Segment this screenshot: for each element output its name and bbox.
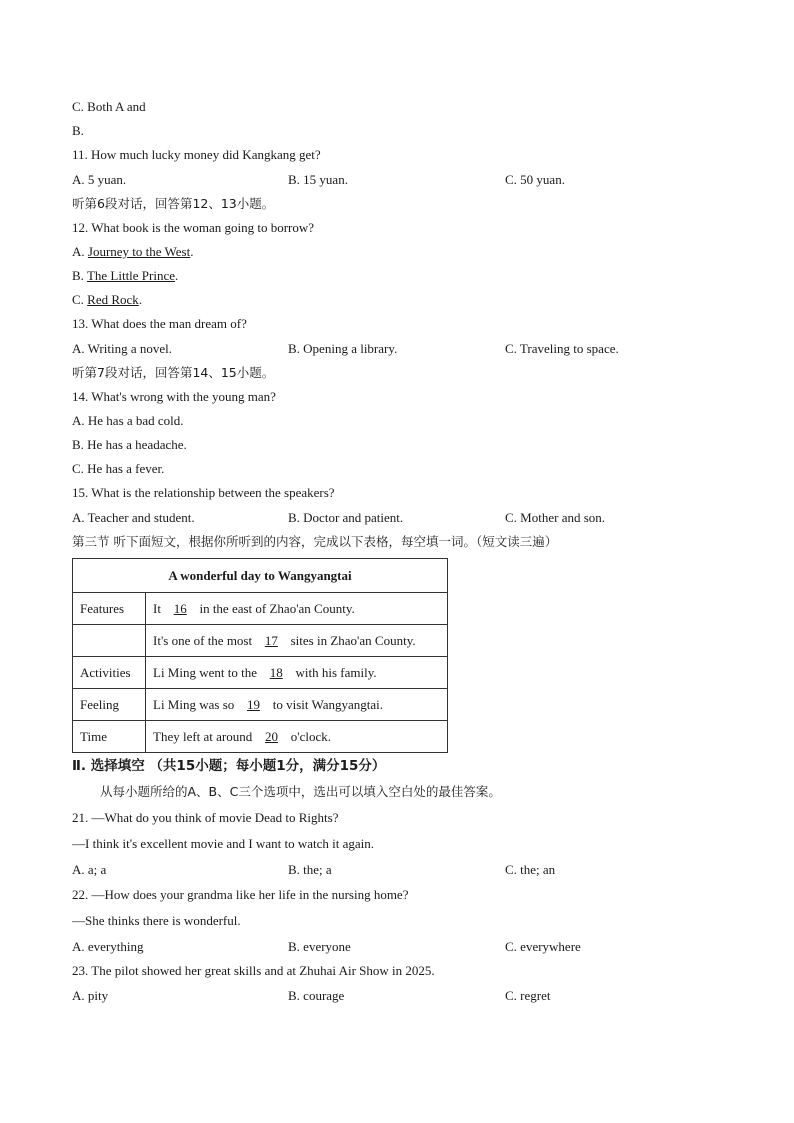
option-a: A. pity (72, 988, 109, 1003)
table-row (73, 625, 448, 657)
option-a: A. a; a (72, 862, 107, 877)
table-row (73, 721, 448, 753)
question-11-options (72, 167, 732, 192)
option-c: C. Traveling to space. (505, 341, 619, 356)
row-content (146, 721, 448, 753)
row-label: Features (73, 593, 146, 625)
question-21-line1: 21. —What do you think of movie Dead to Rights? (72, 810, 339, 825)
question-13-options (72, 336, 732, 361)
book-title: The Little Prince (86, 268, 176, 283)
question-21-line2: —I think it's excellent movie and I want to watch it again. (72, 836, 374, 851)
option-b: B. everyone (288, 939, 351, 954)
row-text: They left at around (153, 728, 256, 744)
question-23: 23. The pilot showed her great skills and at Zhuhai Air Show in 2025. (72, 963, 435, 978)
answer-blank: 16 (173, 600, 187, 616)
question-15: 15. What is the relationship between the speakers? (72, 485, 335, 500)
answer-blank: 18 (269, 664, 283, 680)
table-title: A wonderful day to Wangyangtai (73, 559, 448, 593)
question-11: 11. How much lucky money did Kangkang get? (72, 147, 321, 162)
option-a: A. 5 yuan. (72, 172, 127, 187)
option-prefix: A. (72, 244, 88, 259)
question-12-option-c (72, 288, 732, 312)
question-15-options (72, 505, 732, 530)
fill-in-table (72, 558, 448, 753)
part-2-instruction: 从每小题所给的A、B、C三个选项中，选出可以填入空白处的最佳答案。 (100, 784, 501, 799)
table-row (73, 593, 448, 625)
table-row (73, 657, 448, 689)
book-title: Red Rock (87, 292, 139, 307)
section-7-instruction: 听第7段对话，回答第14、15小题。 (72, 365, 275, 380)
question-23-options (72, 983, 732, 1008)
row-text: sites in Zhao'an County. (287, 632, 416, 648)
part-2-heading: Ⅱ. 选择填空 （共15小题；每小题1分，满分15分） (72, 758, 386, 774)
exam-page (72, 95, 732, 1008)
book-title: Journey to the West (87, 244, 191, 259)
question-22-line2: —She thinks there is wonderful. (72, 913, 241, 928)
option-prefix: B. (72, 268, 87, 283)
question-14-option-a: A. He has a bad cold. (72, 413, 184, 428)
table-row (73, 689, 448, 721)
question-12: 12. What book is the woman going to borrow? (72, 220, 315, 235)
row-text: o'clock. (287, 728, 332, 744)
row-text: in the east of Zhao'an County. (196, 600, 355, 616)
question-14-option-b: B. He has a headache. (72, 437, 187, 452)
question-22-options (72, 934, 732, 959)
row-text: It's one of the most (153, 632, 256, 648)
q10-option-c-line1: C. Both A and (72, 99, 146, 114)
option-b: B. the; a (288, 862, 332, 877)
option-c: C. the; an (505, 862, 556, 877)
question-13: 13. What does the man dream of? (72, 316, 247, 331)
option-c: C. regret (505, 988, 551, 1003)
row-content (146, 657, 448, 689)
section-6-instruction: 听第6段对话，回答第12、13小题。 (72, 196, 275, 211)
option-suffix: . (190, 244, 194, 259)
answer-blank: 20 (265, 728, 279, 744)
option-a: A. everything (72, 939, 144, 954)
row-label (73, 625, 146, 657)
row-label: Time (73, 721, 146, 753)
option-c: C. everywhere (505, 939, 581, 954)
answer-blank: 19 (247, 696, 260, 712)
section-3-instruction: 第三节 听下面短文，根据你所听到的内容，完成以下表格，每空填一词。（短文读三遍） (72, 534, 558, 549)
row-text: Li Ming was so (153, 696, 238, 712)
question-21-options (72, 857, 732, 882)
question-14: 14. What's wrong with the young man? (72, 389, 276, 404)
option-a: A. Writing a novel. (72, 341, 172, 356)
answer-blank: 17 (264, 632, 278, 648)
option-suffix: . (175, 268, 179, 283)
row-content (146, 625, 448, 657)
option-prefix: C. (72, 292, 88, 307)
option-b: B. 15 yuan. (288, 172, 348, 187)
option-b: B. Doctor and patient. (288, 510, 404, 525)
option-b: B. courage (288, 988, 345, 1003)
question-22-line1: 22. —How does your grandma like her life in the nursing home? (72, 887, 409, 902)
row-label: Activities (73, 657, 146, 689)
option-c: C. 50 yuan. (505, 172, 565, 187)
row-text: It (153, 600, 165, 616)
row-text: to visit Wangyangtai. (269, 696, 384, 712)
question-12-option-a (72, 240, 732, 264)
question-14-option-c: C. He has a fever. (72, 461, 165, 476)
question-12-option-b (72, 264, 732, 288)
row-content (146, 593, 448, 625)
row-text: Li Ming went to the (153, 664, 261, 680)
q10-option-c-line2: B. (72, 123, 84, 138)
row-label: Feeling (73, 689, 146, 721)
row-text: with his family. (292, 664, 377, 680)
option-c: C. Mother and son. (505, 510, 606, 525)
option-suffix: . (138, 292, 143, 307)
row-content (146, 689, 448, 721)
option-b: B. Opening a library. (288, 341, 398, 356)
option-a: A. Teacher and student. (72, 510, 195, 525)
